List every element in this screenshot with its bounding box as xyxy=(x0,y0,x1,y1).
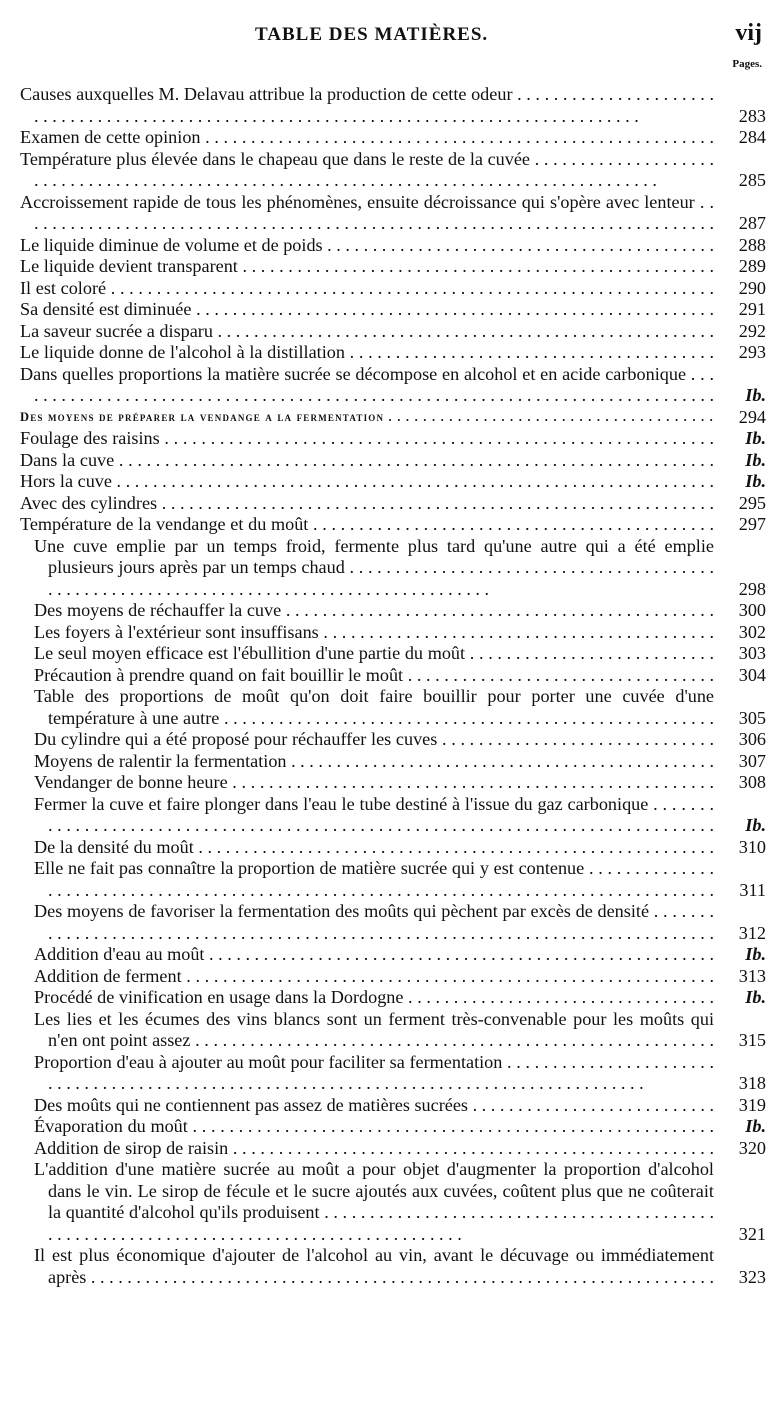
toc-entry-page: 283 xyxy=(738,105,766,126)
running-title: TABLE DES MATIÈRES. xyxy=(255,24,489,45)
toc-entry xyxy=(0,1052,780,1095)
toc-entry xyxy=(0,772,780,794)
toc-entry-page: 300 xyxy=(738,600,766,620)
toc-entry-title: Foulage des raisins . . . xyxy=(20,428,714,450)
toc-entry xyxy=(0,149,780,192)
folio-page-number: vij xyxy=(735,20,762,46)
toc-entry-title: Vendanger de bonne heure . . . xyxy=(34,772,714,794)
toc-entry xyxy=(0,1116,780,1138)
toc-entry-title: Addition de ferment . . . xyxy=(34,966,714,988)
toc-entry-page: 319 xyxy=(738,1094,766,1115)
toc-entry xyxy=(0,643,780,665)
toc-entry-title: Il est coloré . . . xyxy=(20,278,714,300)
toc-entry-page: 310 xyxy=(738,836,766,857)
toc-entry xyxy=(0,966,780,988)
toc-entry-page: Ib. xyxy=(745,944,766,964)
toc-entry xyxy=(0,192,780,235)
toc-entry xyxy=(0,1009,780,1052)
toc-entry xyxy=(0,729,780,751)
toc-entry xyxy=(0,450,780,472)
toc-entry-title: De la densité du moût . . . xyxy=(34,837,714,859)
toc-entry-page: 308 xyxy=(738,772,766,792)
toc-entry-page: 304 xyxy=(738,664,766,685)
toc-entry-title: Table des proportions de moût qu'on doit faire bouillir pour porter une cuvée d'une température à une autre . . . xyxy=(34,686,714,729)
toc-entry-page: 303 xyxy=(738,643,766,663)
toc-entry xyxy=(0,471,780,493)
toc-entry-title: Du cylindre qui a été proposé pour réchauffer les cuves . . . xyxy=(34,729,714,751)
toc-entry xyxy=(0,256,780,278)
toc-entry xyxy=(0,321,780,343)
table-of-contents xyxy=(0,84,780,1288)
toc-entry-page: Ib. xyxy=(745,815,766,835)
toc-entry-title: Des moyens de préparer la vendange a la fermentation . . . xyxy=(20,407,714,429)
toc-entry-page: 287 xyxy=(738,213,766,233)
toc-entry-title: Le liquide donne de l'alcohol à la distillation . . . xyxy=(20,342,714,364)
toc-entry-page: 294 xyxy=(738,406,766,427)
toc-entry-title: Température de la vendange et du moût . . . xyxy=(20,514,714,536)
toc-entry-title: Proportion d'eau à ajouter au moût pour faciliter sa fermentation . . . xyxy=(34,1052,714,1095)
toc-entry-page: 291 xyxy=(738,299,766,319)
toc-entry-title: Fermer la cuve et faire plonger dans l'eau le tube destiné à l'issue du gaz carbonique . . . xyxy=(34,794,714,837)
toc-entry xyxy=(0,493,780,515)
toc-entry-page: 306 xyxy=(738,729,766,749)
toc-entry xyxy=(0,665,780,687)
toc-entry-page: Ib. xyxy=(745,385,766,405)
toc-entry xyxy=(0,794,780,837)
toc-entry xyxy=(0,428,780,450)
toc-entry xyxy=(0,944,780,966)
toc-entry xyxy=(0,342,780,364)
toc-entry-page: Ib. xyxy=(745,1116,766,1136)
toc-entry xyxy=(0,837,780,859)
toc-entry-title: Addition d'eau au moût . . . xyxy=(34,944,714,966)
toc-entry-page: 321 xyxy=(738,1223,766,1244)
toc-entry xyxy=(0,987,780,1009)
toc-entry-title: La saveur sucrée a disparu . . . xyxy=(20,321,714,343)
toc-entry xyxy=(0,1159,780,1245)
toc-entry-page: 313 xyxy=(738,965,766,986)
toc-entry-page: 311 xyxy=(739,879,766,900)
toc-entry-page: 307 xyxy=(738,750,766,771)
toc-entry xyxy=(0,364,780,407)
toc-entry xyxy=(0,600,780,622)
toc-entry-title: Les foyers à l'extérieur sont insuffisans . . . xyxy=(34,622,714,644)
toc-entry xyxy=(0,536,780,601)
toc-entry xyxy=(0,1095,780,1117)
toc-entry-page: 315 xyxy=(738,1030,766,1050)
toc-entry-title: Dans quelles proportions la matière sucrée se décompose en alcohol et en acide carbonique . . . xyxy=(20,364,714,407)
toc-entry xyxy=(0,622,780,644)
toc-entry xyxy=(0,514,780,536)
toc-entry xyxy=(0,235,780,257)
toc-entry xyxy=(0,901,780,944)
toc-entry-page: 302 xyxy=(738,621,766,642)
toc-entry-title: Sa densité est diminuée . . . xyxy=(20,299,714,321)
toc-entry-title: Examen de cette opinion . . . xyxy=(20,127,714,149)
toc-entry-title: Moyens de ralentir la fermentation . . . xyxy=(34,751,714,773)
toc-entry-page: 290 xyxy=(738,277,766,298)
toc-entry-page: Ib. xyxy=(745,471,766,491)
toc-entry-page: Ib. xyxy=(745,987,766,1007)
toc-entry xyxy=(0,84,780,127)
toc-entry xyxy=(0,127,780,149)
toc-entry-page: 285 xyxy=(738,170,766,190)
toc-entry-title: Évaporation du moût . . . xyxy=(34,1116,714,1138)
toc-entry-title: Addition de sirop de raisin . . . xyxy=(34,1138,714,1160)
toc-entry-page: 312 xyxy=(738,922,766,943)
toc-entry-title: L'addition d'une matière sucrée au moût a pour objet d'augmenter la proportion d'alcohol dans le vin. Le sirop de fécule et le sucre ajoutés aux cuvées, coûtent plus que ne coûterait la quantité d'alcohol qu'ils produisent . . . xyxy=(34,1159,714,1245)
toc-entry-title: Dans la cuve . . . xyxy=(20,450,714,472)
toc-entry-title: Précaution à prendre quand on fait bouillir le moût . . . xyxy=(34,665,714,687)
toc-entry xyxy=(0,407,780,429)
toc-entry-page: 320 xyxy=(738,1137,766,1158)
toc-entry-title: Avec des cylindres . . . xyxy=(20,493,714,515)
toc-entry-page: 305 xyxy=(738,707,766,728)
toc-entry-title: Hors la cuve . . . xyxy=(20,471,714,493)
toc-entry-title: Des moûts qui ne contiennent pas assez de matières sucrées . . . xyxy=(34,1095,714,1117)
toc-entry-page: 298 xyxy=(738,578,766,599)
running-head xyxy=(0,20,780,50)
toc-entry-title: Température plus élevée dans le chapeau que dans le reste de la cuvée . . . xyxy=(20,149,714,192)
toc-entry-page: 295 xyxy=(738,492,766,513)
toc-entry xyxy=(0,751,780,773)
toc-entry-title: Le liquide diminue de volume et de poids . . . xyxy=(20,235,714,257)
toc-entry xyxy=(0,858,780,901)
toc-entry-title: Accroissement rapide de tous les phénomènes, ensuite décroissance qui s'opère avec lenteur . . . xyxy=(20,192,714,235)
toc-entry-page: 292 xyxy=(738,320,766,341)
toc-entry xyxy=(0,1245,780,1288)
toc-entry-title: Des moyens de favoriser la fermentation des moûts qui pèchent par excès de densité . . . xyxy=(34,901,714,944)
toc-entry-page: Ib. xyxy=(745,449,766,470)
toc-entry-title: Des moyens de réchauffer la cuve . . . xyxy=(34,600,714,622)
toc-entry xyxy=(0,686,780,729)
toc-entry-page: Ib. xyxy=(745,428,766,448)
toc-entry-title: Elle ne fait pas connaître la proportion de matière sucrée qui y est contenue . . . xyxy=(34,858,714,901)
pages-column-label: Pages. xyxy=(732,58,762,70)
toc-entry-page: 323 xyxy=(738,1266,766,1287)
toc-entry-page: 293 xyxy=(738,342,766,362)
toc-entry-title: Causes auxquelles M. Delavau attribue la production de cette odeur . . . xyxy=(20,84,714,127)
toc-entry xyxy=(0,299,780,321)
toc-entry xyxy=(0,1138,780,1160)
toc-entry-page: 288 xyxy=(738,234,766,255)
toc-entry-title: Le liquide devient transparent . . . xyxy=(20,256,714,278)
toc-entry-title: Procédé de vinification en usage dans la Dordogne . . . xyxy=(34,987,714,1009)
toc-entry-title: Une cuve emplie par un temps froid, fermente plus tard qu'une autre qui a été emplie plusieurs jours après par un temps chaud . . . xyxy=(34,536,714,601)
toc-entry-title: Il est plus économique d'ajouter de l'alcohol au vin, avant le décuvage ou immédiatement après . . . xyxy=(34,1245,714,1288)
toc-entry-page: 318 xyxy=(738,1073,766,1093)
toc-entry-page: 289 xyxy=(738,256,766,276)
toc-entry-title: Le seul moyen efficace est l'ébullition d'une partie du moût . . . xyxy=(34,643,714,665)
toc-entry-title: Les lies et les écumes des vins blancs sont un ferment très-convenable pour les moûts qui n'en ont point assez . . . xyxy=(34,1009,714,1052)
toc-entry-page: 297 xyxy=(738,514,766,534)
toc-entry-page: 284 xyxy=(738,127,766,147)
toc-entry xyxy=(0,278,780,300)
